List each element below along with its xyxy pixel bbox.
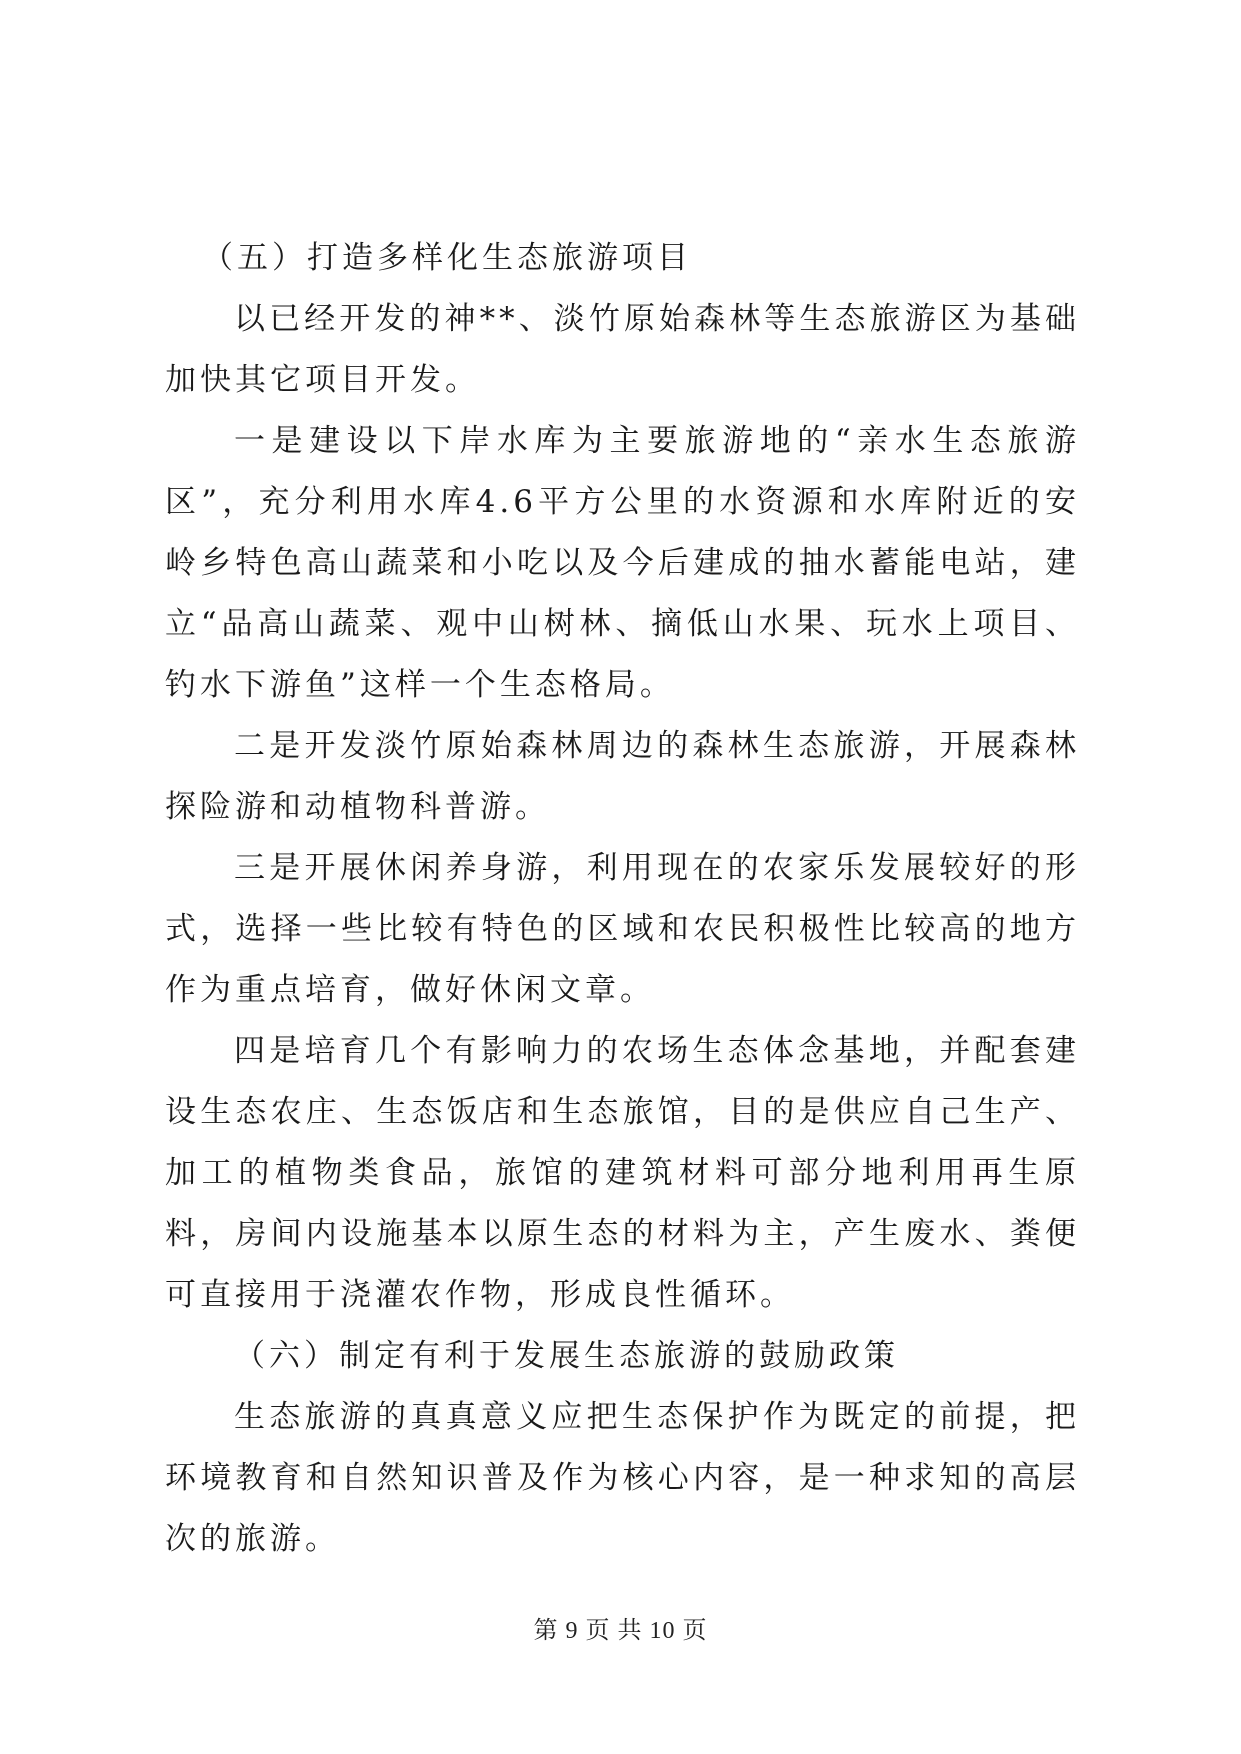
paragraph-policy: 生态旅游的真真意义应把生态保护作为既定的前提，把环境教育和自然知识普及作为核心内容，是一种求知的高层次的旅游。 bbox=[165, 1399, 1080, 1557]
page-number-footer: 第 9 页 共 10 页 bbox=[533, 1618, 708, 1644]
paragraph-item-2: 二是开发淡竹原始森林周边的森林生态旅游，开展森林探险游和动植物科普游。 bbox=[165, 728, 1080, 825]
paragraph-item-1: 一是建设以下岸水库为主要旅游地的“亲水生态旅游区”，充分利用水库4.6平方公里的水资源和水库附近的安岭乡特色高山蔬菜和小吃以及今后建成的抽水蓄能电站，建立“品高山蔬菜、观中山树林、摘低山水果、玩水上项目、钓水下游鱼”这样一个生态格局。 bbox=[165, 423, 1080, 703]
paragraph-item-4: 四是培育几个有影响力的农场生态体念基地，并配套建设生态农庄、生态饭店和生态旅馆，目的是供应自己生产、加工的植物类食品，旅馆的建筑材料可部分地利用再生原料，房间内设施基本以原生态的材料为主，产生废水、粪便可直接用于浇灌农作物，形成良性循环。 bbox=[165, 1033, 1080, 1313]
section-heading-5: （五）打造多样化生态旅游项目 bbox=[202, 240, 692, 276]
paragraph-item-3: 三是开展休闲养身游，利用现在的农家乐发展较好的形式，选择一些比较有特色的区域和农民积极性比较高的地方作为重点培育，做好休闲文章。 bbox=[165, 850, 1080, 1008]
paragraph-intro: 以已经开发的神**、淡竹原始森林等生态旅游区为基础加快其它项目开发。 bbox=[165, 301, 1080, 398]
document-body bbox=[165, 228, 1080, 1570]
section-heading-6: （六）制定有利于发展生态旅游的鼓励政策 bbox=[234, 1338, 899, 1374]
